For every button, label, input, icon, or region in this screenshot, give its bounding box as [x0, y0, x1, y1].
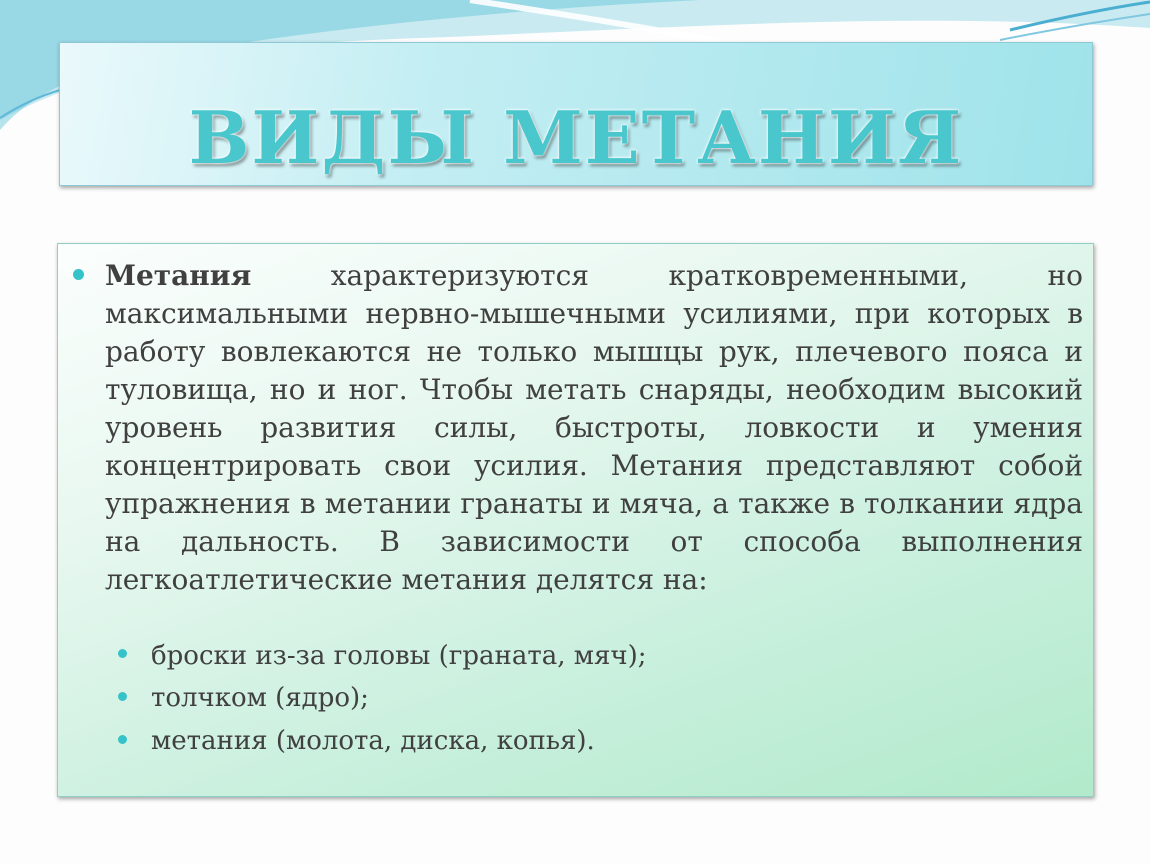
content-box [57, 243, 1094, 797]
list-item: броски из-за головы (граната, мяч); [151, 641, 647, 671]
bullet-icon [118, 649, 127, 658]
term: Метания [105, 259, 252, 292]
bullet-icon [73, 269, 84, 280]
title-box [59, 42, 1093, 186]
main-paragraph [105, 257, 1083, 599]
list-item: толчком (ядро); [151, 683, 369, 713]
list-item: метания (молота, диска, копья). [151, 726, 595, 756]
bullet-icon [118, 735, 127, 744]
paragraph-text: характеризуются кратковременными, но максимальными нервно-мышечными усилиями, при которых в работу вовлекаются не только мышцы рук, плечевого пояса и туловища, но и ног. Чтобы метать снаряды, необходим высокий уровень развития силы, быстроты, ловкости и умения концентрировать свои усилия. Метания представляют собой упражнения в метании гранаты и мяча, а также в толкании ядра на дальность. В зависимости от способа выполнения легкоатлетические метания делятся на: [105, 259, 1083, 596]
slide-title: ВИДЫ МЕТАНИЯ [188, 95, 964, 180]
bullet-icon [118, 692, 127, 701]
